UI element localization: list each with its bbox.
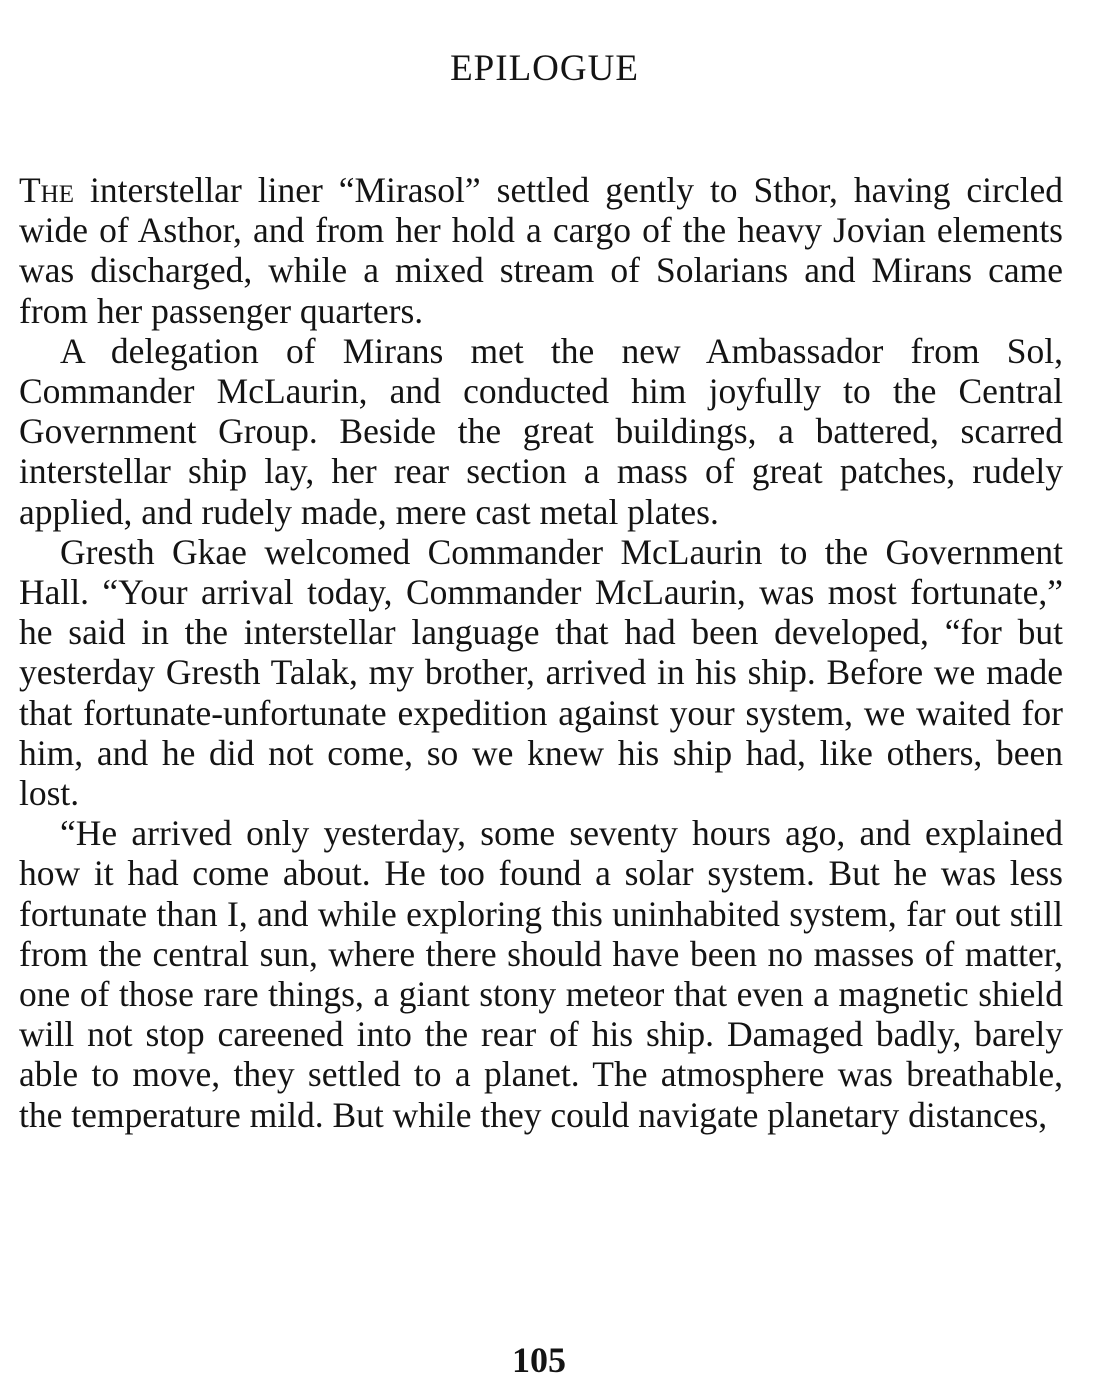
paragraph-3 <box>19 532 1063 813</box>
chapter-heading: EPILOGUE <box>450 48 639 89</box>
paragraph-text: A delegation of Mirans met the new Ambassador from Sol, Commander McLaurin, and conducted him joyfully to the Central Government Group. Beside the great buildings, a battered, scarred interstellar ship lay, her rear section a mass of great patches, rudely applied, and rudely made, mere cast metal plates. <box>19 330 1063 532</box>
paragraph-1 <box>19 170 1063 331</box>
paragraph-text: Gresth Gkae welcomed Commander McLaurin to the Government Hall. “Your arrival today, Commander McLaurin, was most fortunate,” he said in the interstellar language that had been developed, “for but yesterday Gresth Talak, my brother, arrived in his ship. Before we made that fortunate-unfortunate expedition against your system, we waited for him, and he did not come, so we knew his ship had, like others, been lost. <box>19 531 1063 814</box>
paragraph-2 <box>19 331 1063 532</box>
paragraph-text: interstellar liner “Mirasol” settled gently to Sthor, having circled wide of Asthor, and from her hold a cargo of the heavy Jovian elements was discharged, while a mixed stream of Solarians and Mirans came from her passenger quarters. <box>19 170 1063 331</box>
page-number: 105 <box>512 1340 566 1380</box>
paragraph-text: “He arrived only yesterday, some seventy hours ago, and explained how it had come about. He too found a solar system. But he was less fortunate than I, and while exploring this uninhabited system, far out still from the central sun, where there should have been no masses of matter, one of those rare things, a giant stony meteor that even a magnetic shield will not stop careened into the rear of his ship. Damaged badly, barely able to move, they settled to a planet. The atmosphere was breathable, the temperature mild. But while they could navigate planetary distances, <box>19 813 1063 1135</box>
paragraph-4 <box>19 813 1063 1135</box>
body-text <box>19 170 1063 1135</box>
paragraph-lead-word: The <box>19 170 75 210</box>
